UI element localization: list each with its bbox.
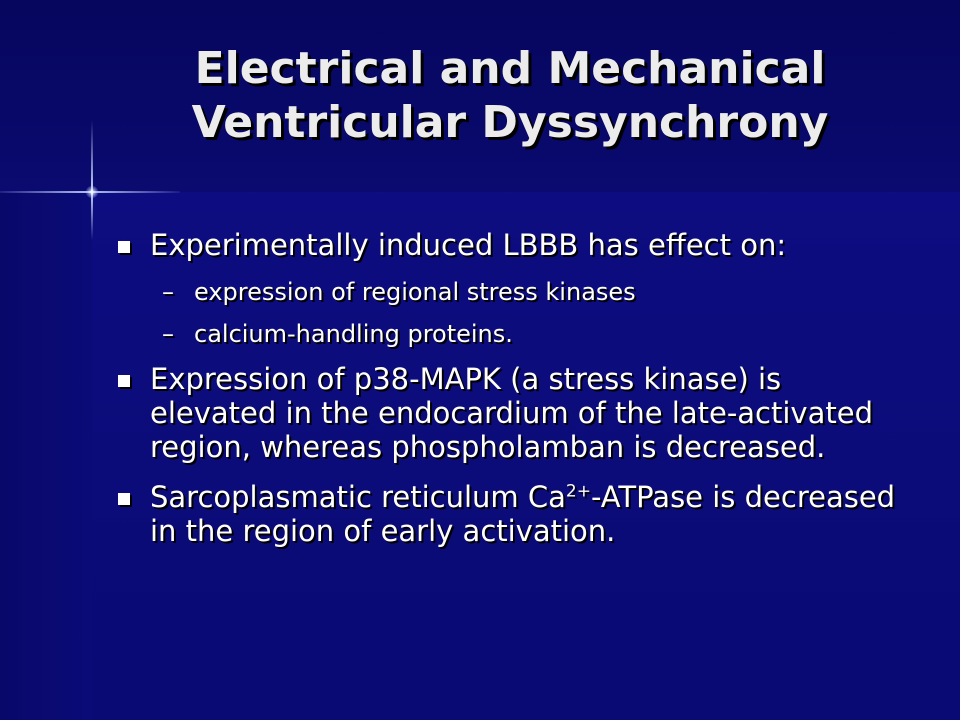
square-bullet-icon bbox=[118, 241, 130, 253]
sub-bullet-item bbox=[112, 278, 902, 306]
bullet-item bbox=[112, 362, 902, 464]
bullet-text-after: -ATPase is decreased in the region of early activation. bbox=[150, 480, 896, 548]
bullet-text: Expression of p38-MAPK (a stress kinase) is elevated in the endocardium of the late-activated region, whereas phospholamban is decreased. bbox=[150, 362, 873, 464]
bullet-item bbox=[112, 228, 902, 262]
bullet-text: Experimentally induced LBBB has effect on: bbox=[150, 228, 787, 262]
superscript-charge: 2+ bbox=[565, 481, 591, 502]
bullet-text-before: Sarcoplasmatic reticulum Ca bbox=[150, 480, 566, 514]
dash-bullet-icon: – bbox=[162, 278, 174, 306]
star-flare-vertical bbox=[91, 120, 93, 240]
slide-body bbox=[112, 228, 902, 564]
sub-bullet-item bbox=[112, 320, 902, 348]
bullet-item bbox=[112, 480, 902, 548]
sub-bullet-text: expression of regional stress kinases bbox=[194, 278, 636, 306]
star-flare-core bbox=[86, 186, 98, 198]
slide-title bbox=[100, 42, 920, 150]
dash-bullet-icon: – bbox=[162, 320, 174, 348]
title-line-1: Electrical and Mechanical bbox=[194, 43, 826, 94]
sub-bullet-text: calcium-handling proteins. bbox=[194, 320, 513, 348]
square-bullet-icon bbox=[118, 375, 130, 387]
title-line-2: Ventricular Dyssynchrony bbox=[191, 97, 829, 148]
square-bullet-icon bbox=[118, 493, 130, 505]
